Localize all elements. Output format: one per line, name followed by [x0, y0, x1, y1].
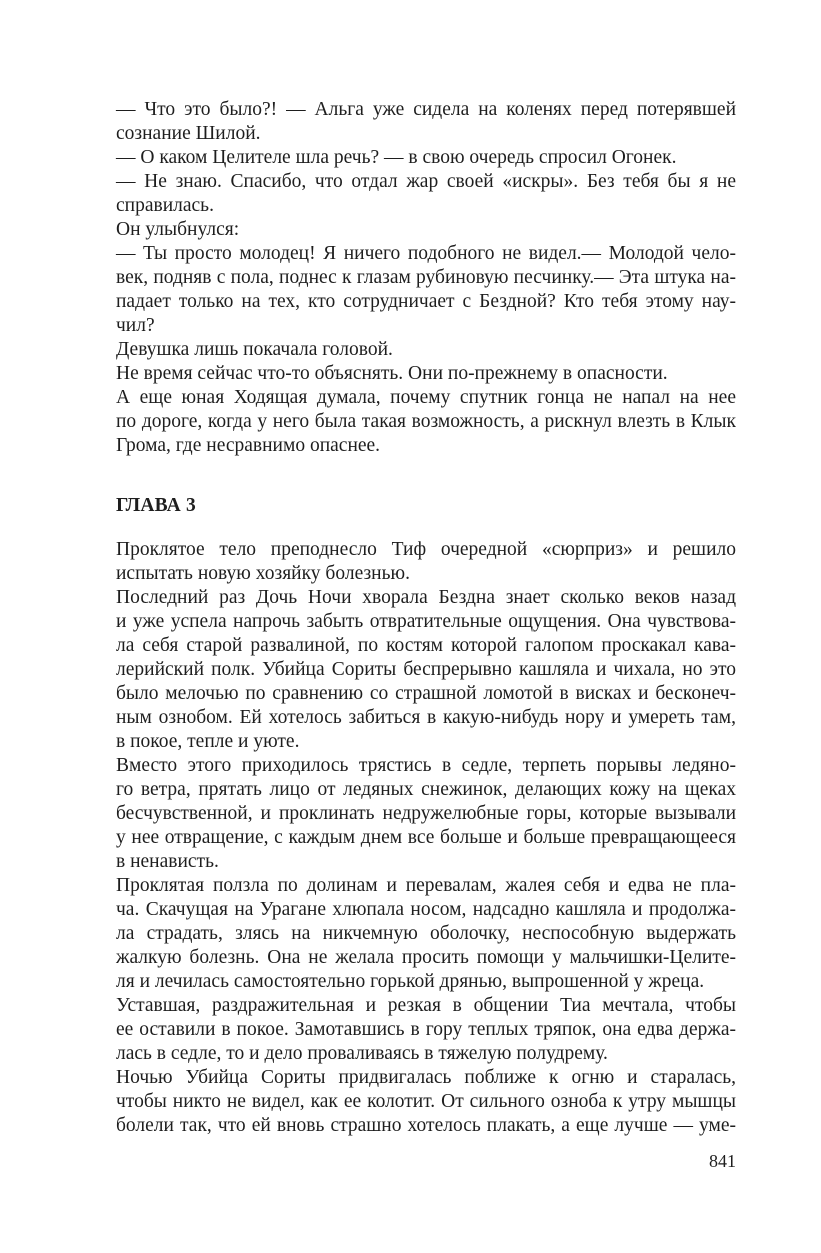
- text-line: сознание Шилой.: [116, 123, 261, 144]
- text-line: Грома, где несравнимо опаснее.: [116, 435, 381, 456]
- text-line: Вместо этого приходилось трястись в седле, терпеть порывы ледяно-: [116, 755, 736, 776]
- text-line: в ненависть.: [116, 851, 219, 872]
- text-line: ее оставили в покое. Замотавшись в гору теплых тряпок, она едва держа-: [116, 1019, 736, 1040]
- text-line: бесчувственной, и проклинать недружелюбные горы, которые вызывали: [116, 803, 736, 824]
- text-line: Он улыбнулся:: [116, 219, 240, 240]
- text-line: Не время сейчас что-то объяснять. Они по-прежнему в опасности.: [116, 363, 668, 384]
- text-line: Проклятая ползла по долинам и перевалам, жалея себя и едва не пла-: [116, 875, 736, 896]
- text-line: ла себя старой развалиной, по костям которой галопом проскакал кава-: [116, 635, 736, 656]
- text-line: лась в седле, то и дело проваливаясь в тяжелую полудрему.: [116, 1043, 608, 1064]
- text-line: ла страдать, злясь на никчемную оболочку, неспособную выдержать: [116, 923, 736, 944]
- text-line: было мелочью по сравнению со страшной ломотой в висках и бесконеч-: [116, 683, 736, 704]
- text-line: Уставшая, раздражительная и резкая в общении Тиа мечтала, чтобы: [116, 995, 736, 1016]
- text-line: в покое, тепле и уюте.: [116, 731, 300, 752]
- text-line: по дороге, когда у него была такая возможность, а рискнул влезть в Клык: [116, 411, 736, 432]
- text-line: век, подняв с пола, поднес к глазам рубиновую песчинку.— Эта штука на-: [116, 267, 736, 288]
- text-line: Ночью Убийца Сориты придвигалась поближе к огню и старалась,: [116, 1067, 736, 1088]
- text-line: болели так, что ей вновь страшно хотелось плакать, а еще лучше — уме-: [116, 1115, 736, 1136]
- text-line: испытать новую хозяйку болезнью.: [116, 563, 410, 584]
- text-line: чил?: [116, 315, 155, 336]
- text-line: и уже успела напрочь забыть отвратительные ощущения. Она чувствова-: [116, 611, 736, 632]
- text-line: го ветра, прятать лицо от ледяных снежинок, делающих кожу на щеках: [116, 779, 736, 800]
- text-line: ля и лечилась самостоятельно горькой дрянью, выпрошенной у жреца.: [116, 971, 705, 992]
- text-line: — Что это было?! — Альга уже сидела на коленях перед потерявшей: [116, 99, 736, 120]
- text-line: — О каком Целителе шла речь? — в свою очередь спросил Огонек.: [116, 147, 677, 168]
- text-line: А еще юная Ходящая думала, почему спутник гонца не напал на нее: [116, 387, 736, 408]
- text-line: у нее отвращение, с каждым днем все больше и больше превращающееся: [116, 827, 736, 848]
- section-1-text: [116, 98, 736, 458]
- text-line: ча. Скачущая на Урагане хлюпала носом, надсадно кашляла и продолжа-: [116, 899, 736, 920]
- text-line: Проклятое тело преподнесло Тиф очередной «сюрприз» и решило: [116, 539, 736, 560]
- text-line: лерийский полк. Убийца Сориты беспрерывно кашляла и чихала, но это: [116, 659, 736, 680]
- text-line: справилась.: [116, 195, 214, 216]
- text-line: — Не знаю. Спасибо, что отдал жар своей «искры». Без тебя бы я не: [116, 171, 736, 192]
- text-line: ным ознобом. Ей хотелось забиться в какую-нибудь нору и умереть там,: [116, 707, 736, 728]
- text-line: Девушка лишь покачала головой.: [116, 339, 393, 360]
- chapter-title: ГЛАВА 3: [116, 495, 196, 516]
- text-line: Последний раз Дочь Ночи хворала Бездна знает сколько веков назад: [116, 587, 736, 608]
- page-number: 841: [709, 1151, 736, 1171]
- text-line: — Ты просто молодец! Я ничего подобного не видел.— Молодой чело-: [116, 243, 736, 264]
- text-line: падает только на тех, кто сотрудничает с Бездной? Кто тебя этому нау-: [116, 291, 736, 312]
- section-2-text: [116, 538, 736, 1138]
- text-line: чтобы никто не видел, как ее колотит. От сильного озноба к утру мышцы: [116, 1091, 736, 1112]
- text-line: жалкую болезнь. Она не желала просить помощи у мальчишки-Целите-: [116, 947, 736, 968]
